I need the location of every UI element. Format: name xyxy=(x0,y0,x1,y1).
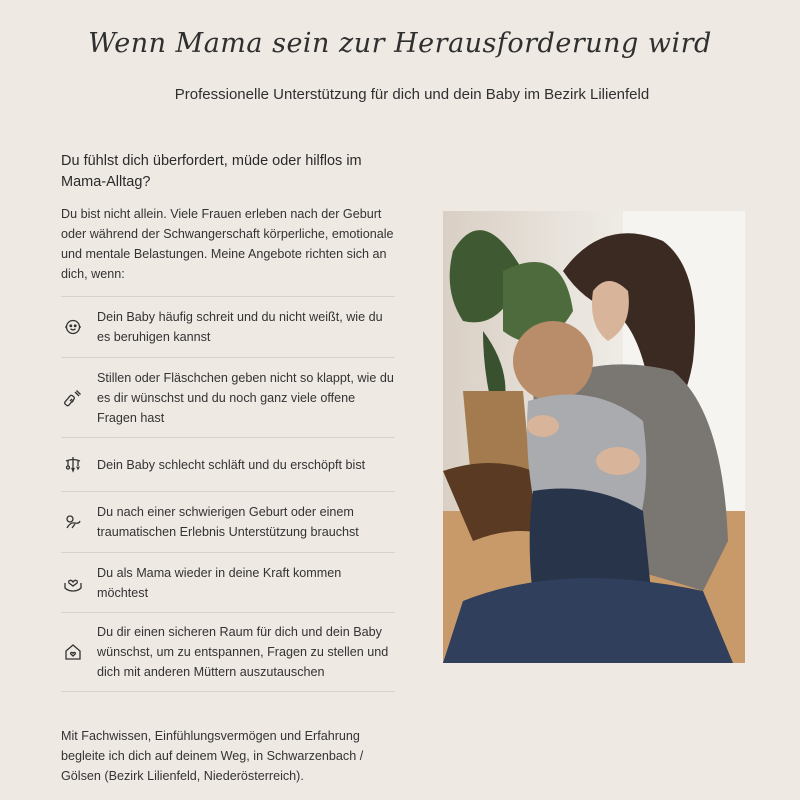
list-item xyxy=(61,612,395,692)
list-item xyxy=(61,552,395,612)
baby-face-icon xyxy=(61,317,97,337)
needs-list xyxy=(61,296,395,692)
list-item-text: Du nach einer schwierigen Geburt oder einem traumatischen Erlebnis Unterstützung brauchst xyxy=(97,505,359,539)
list-item-text: Du dir einen sicheren Raum für dich und dein Baby wünschst, um zu entspannen, Fragen zu stellen und dich mit anderen Müttern auszutauschen xyxy=(97,625,389,679)
list-item-text: Dein Baby häufig schreit und du nicht weißt, wie du es beruhigen kannst xyxy=(97,310,383,344)
list-item xyxy=(61,296,395,357)
list-item-text: Du als Mama wieder in deine Kraft kommen möchtest xyxy=(97,565,342,600)
outro-text: Mit Fachwissen, Einfühlungsvermögen und Erfahrung begleite ich dich auf deinem Weg, in Schwarzenbach / Gölsen (Bezirk Lilienfeld, Niederösterreich). xyxy=(61,729,364,783)
intro-question: Du fühlst dich überfordert, müde oder hilflos im Mama-Alltag? xyxy=(61,153,362,190)
intro-text: Du bist nicht allein. Viele Frauen erleben nach der Geburt oder während der Schwangerschaft körperliche, emotionale und mentale Belastungen. Meine Angebote richten sich an dich, wenn: xyxy=(61,207,394,281)
hands-heart-icon xyxy=(61,573,97,593)
list-item xyxy=(61,491,395,552)
page-subtitle: Professionelle Unterstützung für dich und dein Baby im Bezirk Lilienfeld xyxy=(174,86,650,103)
page-title: Wenn Mama sein zur Herausforderung wird xyxy=(88,28,712,59)
list-item-text: Stillen oder Fläschchen geben nicht so klappt, wie du es dir wünschst und du noch ganz viele offene Fragen hast xyxy=(97,370,394,425)
mother-hugging-child-photo xyxy=(443,211,745,663)
list-item-text: Dein Baby schlecht schläft und du erschöpft bist xyxy=(97,457,366,472)
newborn-icon xyxy=(61,512,97,532)
list-item xyxy=(61,437,395,491)
baby-mobile-icon xyxy=(61,455,97,475)
home-heart-icon xyxy=(61,642,97,662)
list-item xyxy=(61,357,395,437)
baby-bottle-icon xyxy=(61,388,97,408)
